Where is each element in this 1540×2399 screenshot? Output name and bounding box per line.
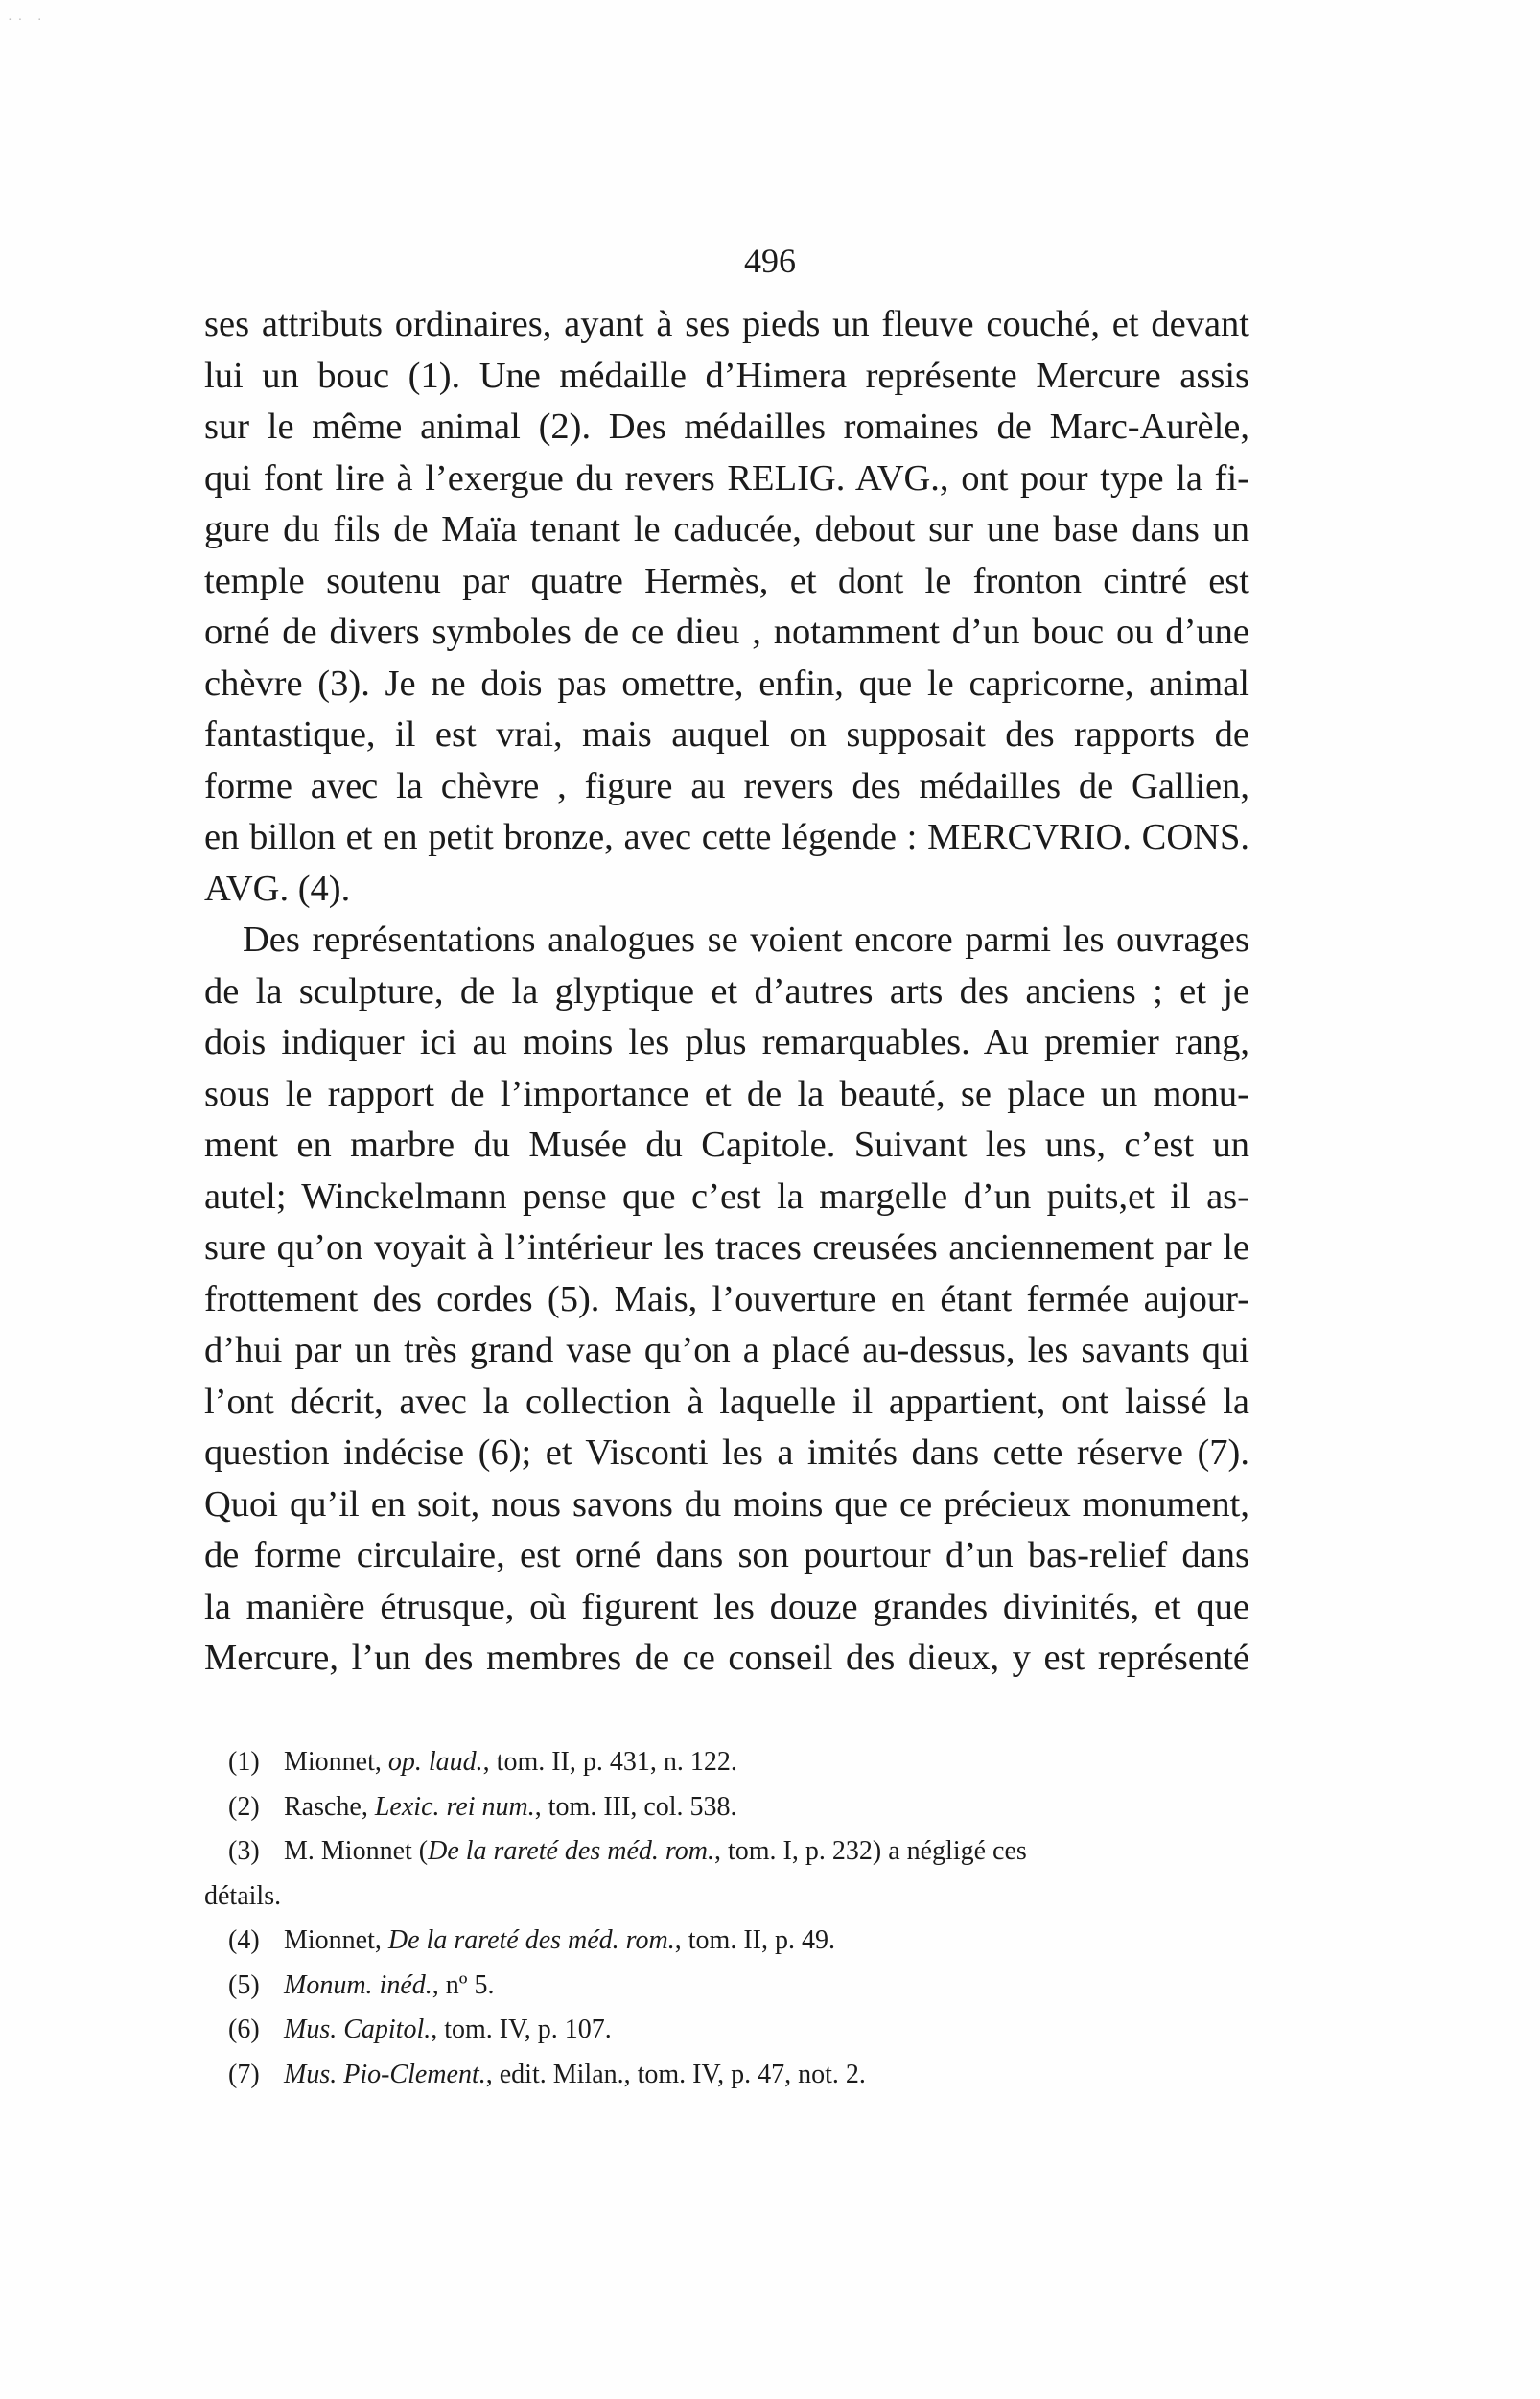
footnote-reference: , tom. II, p. 49. <box>674 1925 835 1955</box>
footnote-reference: , tom. IV, p. 107. <box>431 2015 612 2044</box>
footnote <box>228 1829 1245 1875</box>
footnote-continuation: détails. <box>204 1880 282 1911</box>
footnote-title: Mus. Pio-Clement. <box>284 2059 486 2089</box>
body-line: sure qu’on voyait à l’intérieur les traces creusées anciennement par le <box>204 1227 1249 1268</box>
footnote-author: Mionnet, <box>284 1747 388 1777</box>
body-line: gure du fils de Maïa tenant le caducée, debout sur une base dans un <box>204 509 1249 549</box>
footnote-title: Mus. Capitol. <box>284 2015 432 2044</box>
body-line: orné de divers symboles de ce dieu , notamment d’un bouc ou d’une <box>204 612 1249 652</box>
body-line: de forme circulaire, est orné dans son pourtour d’un bas-relief dans <box>204 1535 1249 1575</box>
footnote-title: op. laud. <box>387 1747 483 1777</box>
footnote-number: (3) <box>228 1836 260 1866</box>
body-line: AVG. (4). <box>204 868 351 909</box>
body-line: en billon et en petit bronze, avec cette légende : MERCVRIO. CONS. <box>204 817 1249 857</box>
body-line: de la sculpture, de la glyptique et d’autres arts des anciens ; et je <box>204 970 1249 1012</box>
footnote <box>228 1785 1245 1830</box>
footnote-author: Mionnet, <box>284 1925 388 1955</box>
body-line: qui font lire à l’exergue du revers RELIG. AVG., ont pour type la fi- <box>204 457 1249 499</box>
body-line: ment en marbre du Musée du Capitole. Suivant les uns, c’est un <box>204 1125 1249 1165</box>
body-line: temple soutenu par quatre Hermès, et dont le fronton cintré est <box>204 560 1249 601</box>
body-line: forme avec la chèvre , figure au revers des médailles de Gallien, <box>204 765 1249 806</box>
body-line: ses attributs ordinaires, ayant à ses pieds un fleuve couché, et devant <box>204 304 1249 344</box>
body-line: sur le même animal (2). Des médailles romaines de Marc-Aurèle, <box>204 407 1249 447</box>
footnote-reference: , tom. II, p. 431, n. 122. <box>482 1747 737 1777</box>
footnote <box>228 2008 1245 2053</box>
body-line: Quoi qu’il en soit, nous savons du moins que ce précieux monument, <box>204 1483 1249 1525</box>
body-line: dois indiquer ici au moins les plus remarquables. Au premier rang, <box>204 1022 1249 1062</box>
footnote <box>228 1740 1245 1785</box>
body-line: lui un bouc (1). Une médaille d’Himera représente Mercure assis <box>204 355 1249 396</box>
footnote-author: M. Mionnet ( <box>284 1836 429 1866</box>
footnote-title: Monum. inéd. <box>284 1969 432 2000</box>
footnote-reference: , edit. Milan., tom. IV, p. 47, not. 2. <box>485 2059 866 2089</box>
page-number: 496 <box>744 242 796 280</box>
body-line: d’hui par un très grand vase qu’on a placé au-dessus, les savants qui <box>204 1330 1249 1370</box>
footnote-author: Rasche, <box>284 1791 375 1822</box>
footnotes <box>204 1740 1245 2097</box>
footnote-number: (1) <box>228 1747 260 1777</box>
footnote-title: De la rareté des méd. rom. <box>428 1836 714 1866</box>
body-line: chèvre (3). Je ne dois pas omettre, enfin, que le capricorne, animal <box>204 663 1249 704</box>
footnote-title: Lexic. rei num. <box>374 1791 535 1822</box>
body-line: la manière étrusque, où figurent les douze grandes divinités, et que <box>204 1586 1249 1627</box>
footnote <box>228 1964 1245 2009</box>
body-line: Des représentations analogues se voient encore parmi les ouvrages <box>243 920 1249 960</box>
body-text <box>204 299 1249 1685</box>
footnote-reference: , nº 5. <box>432 1969 495 2000</box>
body-line: question indécise (6); et Visconti les a imités dans cette réserve (7). <box>204 1432 1249 1473</box>
body-line: frottement des cordes (5). Mais, l’ouverture en étant fermée aujour- <box>204 1278 1249 1319</box>
scan-speck-marks: ·· · <box>8 13 48 28</box>
body-line: Mercure, l’un des membres de ce conseil des dieux, y est représenté <box>204 1638 1249 1678</box>
footnote-number: (7) <box>228 2059 260 2089</box>
body-line: l’ont décrit, avec la collection à laquelle il appartient, ont laissé la <box>204 1381 1249 1422</box>
footnote-title: De la rareté des méd. rom. <box>387 1925 675 1955</box>
body-line: fantastique, il est vrai, mais auquel on supposait des rapports de <box>204 714 1249 755</box>
body-line: autel; Winckelmann pense que c’est la margelle d’un puits,et il as- <box>204 1176 1249 1217</box>
footnote <box>228 2053 1245 2098</box>
footnote-number: (5) <box>228 1969 260 2000</box>
footnote-number: (4) <box>228 1925 260 1955</box>
footnote-number: (2) <box>228 1791 260 1822</box>
footnote-reference: , tom. III, col. 538. <box>534 1791 737 1822</box>
footnote-reference: , tom. I, p. 232) a négligé ces <box>713 1836 1027 1866</box>
footnote <box>228 1919 1245 1964</box>
footnote-number: (6) <box>228 2015 260 2044</box>
body-line: sous le rapport de l’importance et de la beauté, se place un monu- <box>204 1073 1249 1114</box>
